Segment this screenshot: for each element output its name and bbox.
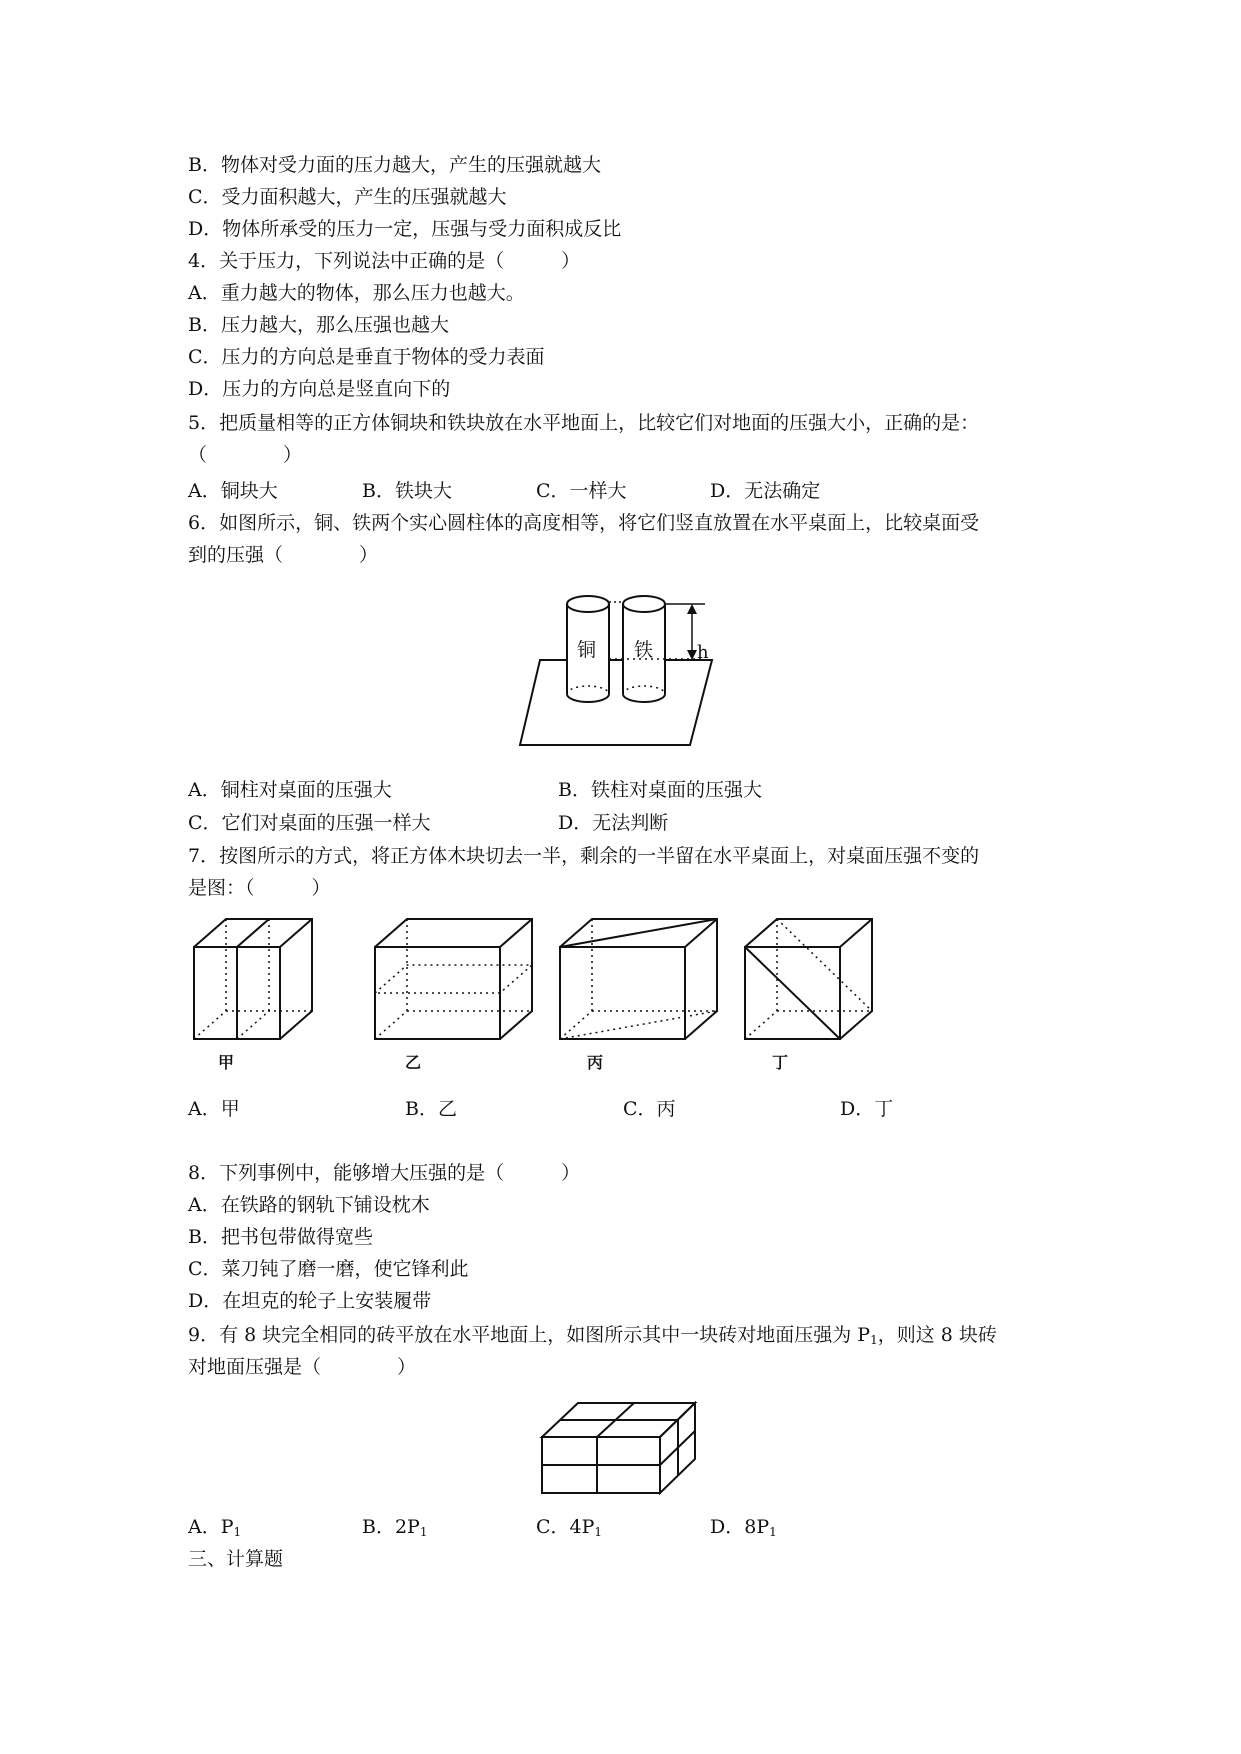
q6-stem-line2: 到的压强（ ） [188,544,379,566]
q9-option-a: A．$P_1$ [188,1516,242,1539]
q6-stem-line1: 6．如图所示，铜、铁两个实心圆柱体的高度相等，将它们竖直放置在水平桌面上，比较桌面受 [188,512,980,534]
iron-label: 铁 [634,639,654,661]
q8-option-b: B．把书包带做得宽些 [188,1226,373,1248]
q8-option-a: A．在铁路的钢轨下铺设枕木 [188,1194,430,1216]
q7-option-d: D．丁 [840,1098,894,1120]
q3-option-b: B．物体对受力面的压力越大，产生的压强就越大 [188,154,601,176]
q7-option-a: A．甲 [188,1098,240,1120]
q4-option-a: A．重力越大的物体，那么压力也越大。 [188,282,525,304]
q3-option-c: C．受力面积越大，产生的压强就越大 [188,186,507,208]
section-heading-calculation: 三、计算题 [188,1548,284,1570]
q8-stem: 8．下列事例中，能够增大压强的是（ ） [188,1162,581,1184]
q5-option-d: D．无法确定 [710,480,821,502]
q5-stem-line2: （ ） [188,444,303,466]
q5-option-b: B．铁块大 [362,480,452,502]
q7-option-c: C．丙 [623,1098,676,1120]
q6-option-d: D．无法判断 [558,812,669,834]
fig-label-yi: 乙 [405,1053,422,1072]
q9-option-c: C．$4P_1$ [536,1516,603,1539]
q5-stem-line1: 5．把质量相等的正方体铜块和铁块放在水平地面上，比较它们对地面的压强大小，正确的是： [188,412,980,434]
q4-option-c: C．压力的方向总是垂直于物体的受力表面 [188,346,545,368]
q9-stem-line1: 9．有 8 块完全相同的砖平放在水平地面上，如图所示其中一块砖对地面压强为 $P_1$，则这 8 块砖 [188,1324,997,1347]
q7-option-b: B．乙 [405,1098,457,1120]
q8-option-c: C．菜刀钝了磨一磨，使它锋利此 [188,1258,469,1280]
q4-option-d: D．压力的方向总是竖直向下的 [188,378,451,400]
q5-option-c: C．一样大 [536,480,627,502]
q4-option-b: B．压力越大，那么压强也越大 [188,314,449,336]
q7-stem-line1: 7．按图所示的方式，将正方体木块切去一半，剩余的一半留在水平桌面上，对桌面压强不变的 [188,845,980,867]
q6-option-b: B．铁柱对桌面的压强大 [558,779,762,801]
fig-label-ding: 丁 [772,1053,789,1072]
q9-option-d: D．$8P_1$ [710,1516,777,1539]
q9-option-b: B．$2P_1$ [362,1516,428,1539]
height-label: h [697,642,709,663]
q3-option-d: D．物体所承受的压力一定，压强与受力面积成反比 [188,218,622,240]
q9-stem-line2: 对地面压强是（ ） [188,1356,417,1378]
q6-option-a: A．铜柱对桌面的压强大 [188,779,392,801]
q6-option-c: C．它们对桌面的压强一样大 [188,812,431,834]
fig-label-bing: 丙 [587,1053,604,1072]
q7-stem-line2: 是图：（ ） [188,877,331,899]
fig-label-jia: 甲 [218,1053,235,1072]
q5-option-a: A．铜块大 [188,480,278,502]
q8-option-d: D．在坦克的轮子上安装履带 [188,1290,432,1312]
q4-stem: 4．关于压力，下列说法中正确的是（ ） [188,250,581,272]
copper-label: 铜 [577,639,597,661]
